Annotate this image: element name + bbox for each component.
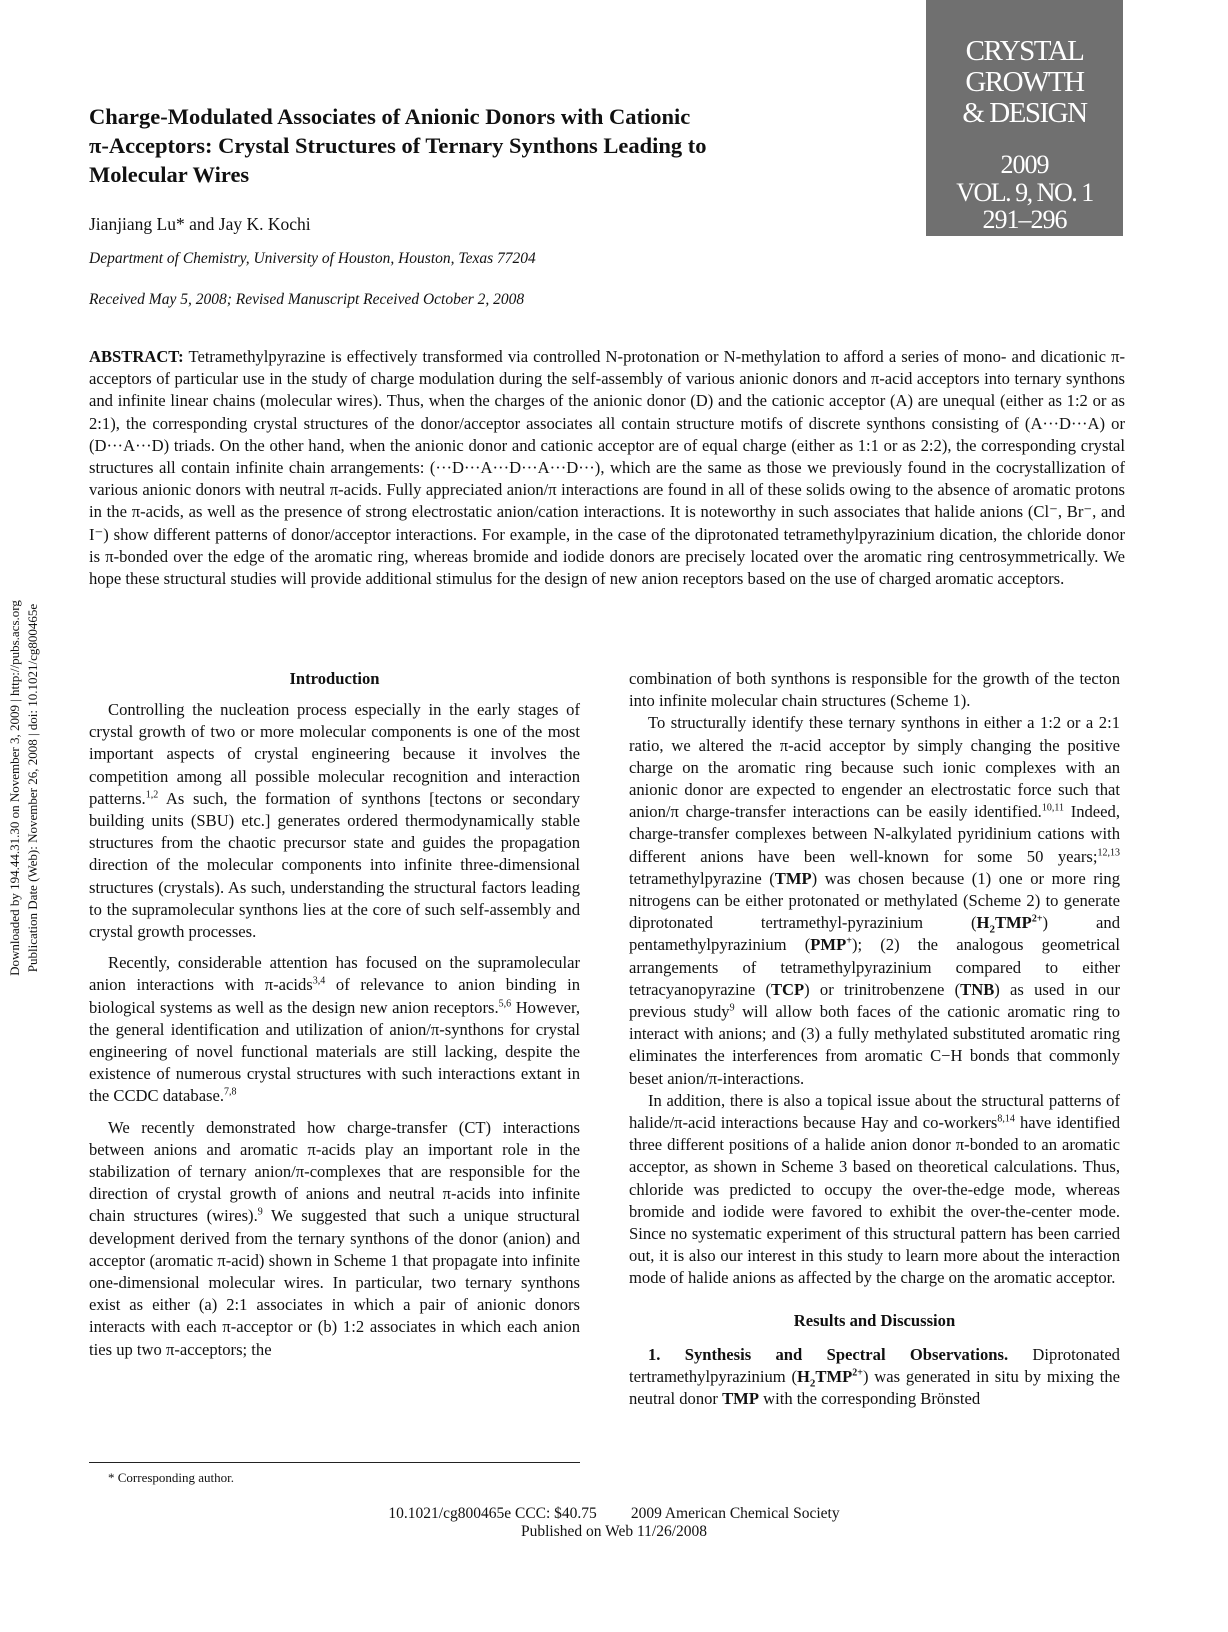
compound-label: TMP — [774, 868, 812, 888]
abstract — [89, 346, 1125, 590]
compound-label: $H_2TMP^{2+}$ — [976, 913, 1043, 936]
compound-label: TMP — [722, 1389, 759, 1409]
citation-ref: 9 — [729, 1002, 735, 1014]
article-title — [89, 102, 849, 189]
paragraph: 1. Synthesis and Spectral Observations. Diprotonated tertramethylpyrazinium $(H_2TMP^{2+})$ was generated in situ by mixing the neutral donor TMP with the corresponding Brönsted — [629, 1344, 1120, 1409]
footnote: * Corresponding author. — [108, 1470, 235, 1485]
journal-name-line: & DESIGN — [962, 97, 1087, 129]
journal-banner — [926, 0, 1123, 236]
compound-label: TNB — [960, 979, 995, 999]
title-line: Molecular Wires — [89, 162, 250, 187]
download-sidebar — [6, 558, 46, 1018]
journal-name-line: CRYSTAL — [965, 35, 1084, 67]
right-column — [629, 668, 1120, 1410]
journal-volume: VOL. 9, NO. 1 — [956, 178, 1093, 207]
subsection-heading: 1. Synthesis and Spectral Observations. — [648, 1344, 1009, 1364]
paragraph: Controlling the nucleation process especially in the early stages of crystal growth of two or more molecular components is one of the most important aspects of crystal engineering because it involves the competition among all possible molecular recognition and interaction patterns.$^{1,2}$ As such, the formation of synthons [tectons or secondary building units (SBU) etc.] generates ordered thermodynamically stable structures from the chaotic precursor state and guides the propagation direction of the molecular components into infinite three-dimensional structures (crystals). As such, understanding the structural factors leading to the supramolecular synthons lies at the core of such self-assembly and crystal growth processes. — [89, 700, 580, 942]
published-date: Published on Web 11/26/2008 — [520, 1523, 708, 1540]
section-heading-introduction: Introduction — [289, 669, 380, 688]
compound-label: TCP — [770, 979, 805, 999]
citation-ref: 10,11 — [1041, 802, 1064, 814]
download-info: Downloaded by 194.44.31.30 on November 3, 2009 | http://pubs.acs.org — [7, 600, 22, 976]
citation-ref: 7,8 — [224, 1086, 237, 1098]
journal-name — [926, 36, 1123, 129]
abstract-label: ABSTRACT: — [89, 347, 184, 366]
compound-label: PMP+ — [810, 935, 852, 955]
title-line: Charge-Modulated Associates of Anionic Donors with Cationic — [89, 104, 691, 129]
page-footer — [0, 1505, 1228, 1541]
doi-price: 10.1021/cg800465e CCC: $40.75 — [388, 1505, 597, 1522]
journal-name-line: GROWTH — [965, 66, 1084, 98]
journal-year: 2009 — [1000, 150, 1049, 179]
compound-label: $H_2TMP^{2+}$ — [796, 1366, 863, 1390]
title-line: π-Acceptors: Crystal Structures of Ternary Synthons Leading to — [89, 133, 707, 158]
footnote-divider — [89, 1462, 580, 1463]
paragraph: Recently, considerable attention has focused on the supramolecular anion interactions with π-acids$^{3,4}$ of relevance to anion binding in biological systems as well as the design new anion receptors.$^{5,6}$ However, the general identification and utilization of anion/π-synthons for crystal engineering of novel functional materials are still lacking, despite the existence of numerous crystal structures with such interactions extant in the CCDC database.$^{7,8}$ — [89, 953, 580, 1106]
received-dates: Received May 5, 2008; Revised Manuscript Received October 2, 2008 — [89, 291, 525, 308]
left-column — [89, 668, 580, 1361]
citation-ref: 12,13 — [1097, 847, 1120, 859]
publication-info: Publication Date (Web): November 26, 2008 | doi: 10.1021/cg800465e — [25, 603, 40, 973]
affiliation: Department of Chemistry, University of Houston, Houston, Texas 77204 — [89, 250, 536, 267]
citation-ref: 3,4 — [312, 975, 326, 987]
abstract-text: Tetramethylpyrazine is effectively transformed via controlled N-protonation or N-methylation to afford a series of mono- and dicationic π-acceptors of particular use in the study of charge modulation during the self-assembly of various anionic donors and π-acid acceptors into ternary synthons and infinite linear chains (molecular wires). Thus, when the charges of the anionic donor (D) and the cationic acceptor (A) are unequal (either as 1:2 or as 2:1), the corresponding crystal structures of the donor/acceptor associates all contain structure motifs of discrete synthons consisting of (A···D···A) or (D···A···D) triads. On the other hand, when the anionic donor and cationic acceptor are of equal charge (either as 1:1 or as 2:2), the corresponding crystal structures all contain infinite chain arrangements: (···D···A···D···A···D···), which are the same as those we previously found in the cocrystallization of various anionic donors with neutral π-acids. Fully appreciated anion/π interactions are found in all of these solids owing to the absence of aromatic protons in the π-acids, as well as the presence of strong electrostatic anion/cation interactions. It is noteworthy in such associates that halide anions (Cl⁻, Br⁻, and I⁻) show different patterns of donor/acceptor interactions. For example, in the case of the diprotonated tetramethylpyrazinium dication, the chloride donor is π-bonded over the edge of the aromatic ring, whereas bromide and iodide donors are precisely located over the aromatic ring centrosymmetrically. We hope these structural studies will provide additional stimulus for the design of new anion receptors based on the use of charged aromatic acceptors. — [89, 347, 1125, 589]
citation-ref: 8,14 — [997, 1113, 1015, 1125]
paragraph: We recently demonstrated how charge-transfer (CT) interactions between anions and aromatic π-acids play an important role in the stabilization of ternary anion/π-complexes that are responsible for the direction of crystal growth of anions and neutral π-acids into infinite chain structures (wires).$^9$ We suggested that such a unique structural development derived from the ternary synthons of the donor (anion) and acceptor (aromatic π-acid) shown in Scheme 1 that propagate into infinite one-dimensional molecular wires. In particular, two ternary synthons exist as either (a) 2:1 associates in which a pair of anionic donors interacts with each π-acceptor or (b) 1:2 associates in which each anion ties up two π-acceptors; the — [89, 1117, 580, 1359]
paragraph: To structurally identify these ternary synthons in either a 1:2 or a 2:1 ratio, we altered the π-acid acceptor by simply changing the positive charge on the aromatic ring because such ionic complexes with an anionic donor are expected to engender an electrostatic force such that anion/π charge-transfer interactions can be easily identified.$^{10,11}$ Indeed, charge-transfer complexes between N-alkylated pyridinium cations with different anions have been well-known for some 50 years;$^{12,13}$ tetramethylpyrazine (TMP) was chosen because (1) one or more ring nitrogens can be either protonated or methylated (Scheme 2) to generate diprotonated tertramethyl-pyrazinium $(H_2TMP^{2+})$ and pentamethylpyrazinium (PMP+); (2) the analogous geometrical arrangements of tetramethylpyrazinium compared to either tetracyanopyrazine (TCP) or trinitrobenzene (TNB) as used in our previous study$^9$ will allow both faces of the cationic aromatic ring to interact with anions; and (3) a fully methylated substituted aromatic ring eliminates the interferences from aromatic C−H bonds that commonly beset anion/π-interactions. — [629, 713, 1120, 1088]
citation-ref: 1,2 — [145, 789, 159, 801]
paragraph: combination of both synthons is responsible for the growth of the tecton into infinite molecular chain structures (Scheme 1). — [629, 669, 1120, 711]
paragraph: In addition, there is also a topical issue about the structural patterns of halide/π-acid interactions because Hay and co-workers$^{8,14}$ have identified three different positions of a halide anion donor π-bonded to an aromatic acceptor, as shown in Scheme 3 based on theoretical calculations. Thus, chloride was predicted to occupy the over-the-edge mode, whereas bromide and iodide were favored to exhibit the over-the-center mode. Since no systematic experiment of this structural pattern has been carried out, it is also our interest in this study to learn more about the interaction mode of halide anions as affected by the charge on the aromatic acceptor. — [629, 1090, 1120, 1288]
authors: Jianjiang Lu* and Jay K. Kochi — [89, 214, 311, 234]
section-heading-results: Results and Discussion — [793, 1310, 956, 1330]
citation-ref: 9 — [257, 1206, 263, 1218]
copyright: 2009 American Chemical Society — [630, 1505, 840, 1522]
citation-ref: 5,6 — [498, 998, 512, 1010]
journal-pages: 291–296 — [982, 205, 1067, 234]
